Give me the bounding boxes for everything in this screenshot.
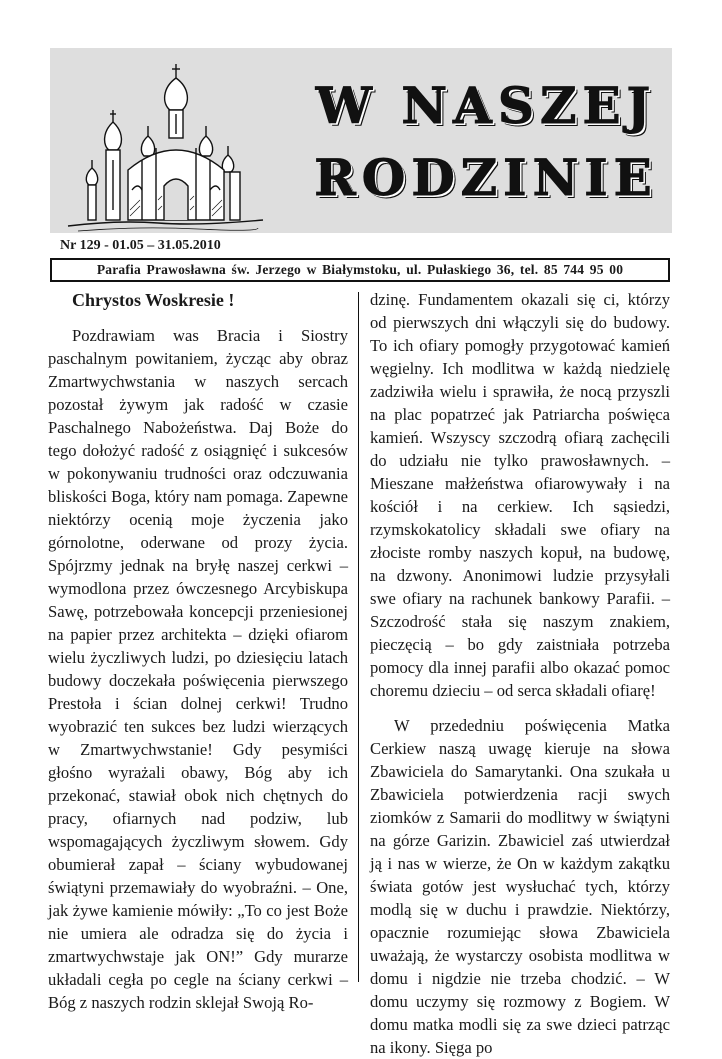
article-paragraph: dzinę. Fundamentem okazali się ci, którzy od pierwszych dni włączyli się do budowy. To ich ofiary pomogły przygotować kamień węgielny. Ich modlitwa w każdą niedzielę zadziwiła wielu i sprawiła, że nocą przyszli na plac popatrzeć jak Patriarcha poświęca kamień. Wszyscy szczodrą ofiarą zachęcili do udziału nie tylko prawosławnych. – Mieszane małżeństwa ofiarowywały i na kościół i na cerkiew. Ich sąsiedzi, rzymskokatolicy składali swe ofiary na złociste romby naszych kopuł, na budowę, na dzwony. Anonimowi ludzie przysyłali swe ofiary na rachunek bankowy Parafii. – Szczodrość stała się naszym znakiem, pieczęcią – bo gdy zaistniała potrzeba pomocy dla innej parafii albo okazać pomoc choremu dzieciu – od serca składali ofiarę! xyxy=(370,290,670,700)
newsletter-title-line2: RODZINIE xyxy=(314,148,658,207)
article-column-right xyxy=(370,288,670,1059)
column-divider xyxy=(358,292,359,982)
article-heading: Chrystos Woskresie ! xyxy=(72,290,235,310)
orthodox-church-drawing xyxy=(58,60,268,238)
article-paragraph: Pozdrawiam was Bracia i Siostry paschalnym powitaniem, życząc aby obraz Zmartwychwstania w naszych sercach pozostał żywym jak radość w czasie Paschalnego Nabożeństwa. Daj Boże do tego dołożyć radość z osiągnięć i sukcesów w pokonywaniu trudności oraz odczuwania bliskości Boga, który nam pomaga. Zapewne niektórzy ocenią moje życzenia jako górnolotne, oderwane od prozy życia. Spójrzmy jednak na bryłę naszej cerkwi – wymodlona przez ówczesnego Arcybiskupa Sawę, potrzebowała koncepcji przeniesionej na papier przez architekta – dzięki ofiarom wielu życzliwych ludzi, po dziesięciu latach budowy doczekała poświęcenia pierwszego Prestoła i ścian dolnej cerkwi! Trudno wyobrazić ten sukces bez ludzi wierzących w Zmartwychwstanie! Gdy pesymiści głośno wyrażali obawy, Bóg aby ich przekonać, stawiał obok nich chętnych do pracy, ofiarnych nad podziw, lub wspomagających życzliwym słowem. Gdy obumierał zapał – ściany wybudowanej świątyni przemawiały do wyobraźni. – One, jak żywe kamienie mówiły: „To co jest Boże nie umiera ale odradza się do życia i zmartwychwstaje jak ON!” Gdy murarze układali cegła po cegle na ściany cerkwi – Bóg z naszych rodzin sklejał Swoją Ro- xyxy=(48,326,349,1012)
article-column-left xyxy=(48,288,348,1014)
article-paragraph: W przededniu poświęcenia Matka Cerkiew naszą uwagę kieruje na słowa Zbawiciela do Samarytanki. Ona szukała u Zbawiciela potwierdzenia racji swych ziomków z Samarii do modlitwy w świątyni na górze Garizin. Zbawiciel zaś utwierdzał ją i nas w wierze, że On w każdym zakątku świata gotów jest wysłuchać tych, którzy modlą się w duchu i prawdzie. Niektórzy, opacznie rozumiejąc słowa Zbawiciela uważają, że wystarczy osobista modlitwa w domu i nigdzie nie trzeba chodzić. – W domu uczymy się rozmowy z Bogiem. W domu matka modli się za swe dzieci patrząc na ikony. Sięga po xyxy=(370,716,670,1057)
newsletter-title-line1: W NASZEJ xyxy=(315,76,657,135)
issue-number: Nr 129 - 01.05 – 31.05.2010 xyxy=(60,238,221,253)
parish-info-bar: Parafia Prawosławna św. Jerzego w Białymstoku, ul. Pułaskiego 36, tel. 85 744 95 00 xyxy=(50,258,670,282)
